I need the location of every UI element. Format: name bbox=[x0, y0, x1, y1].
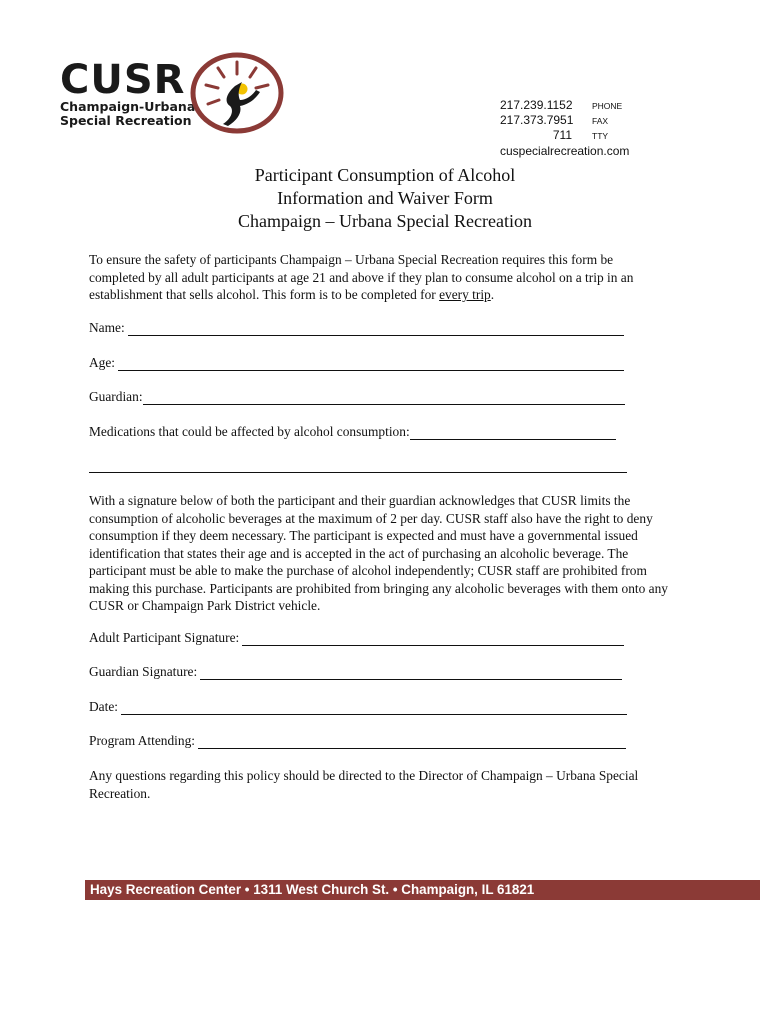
guardian-field bbox=[89, 389, 625, 405]
participant-signature-field bbox=[89, 630, 624, 646]
phone-number: 217.239.1152 bbox=[500, 98, 573, 112]
tty-label: TTY bbox=[592, 131, 609, 141]
participant-signature-input[interactable] bbox=[242, 632, 624, 646]
intro-emphasis: every trip bbox=[439, 287, 491, 302]
medications-field bbox=[89, 424, 616, 440]
contact-fax bbox=[500, 113, 629, 128]
guardian-input[interactable] bbox=[143, 391, 625, 405]
contact-tty bbox=[500, 128, 629, 143]
participant-signature-label: Adult Participant Signature: bbox=[89, 630, 240, 645]
logo-line-1: Champaign-Urbana bbox=[60, 99, 196, 114]
form-title-line-3: Champaign – Urbana Special Recreation bbox=[238, 211, 532, 231]
tty-number: 711 bbox=[552, 128, 572, 142]
intro-text: To ensure the safety of participants Champaign – Urbana Special Recreation requires this form be completed by all adult participants at age 21 and above if they plan to consume alcohol on a trip in an establishment that sells alcohol. This form is to be completed for bbox=[89, 252, 634, 302]
medications-input-line-2[interactable] bbox=[89, 459, 627, 473]
program-label: Program Attending: bbox=[89, 733, 195, 748]
guardian-signature-label: Guardian Signature: bbox=[89, 664, 198, 679]
questions-paragraph: Any questions regarding this policy should be directed to the Director of Champaign – Urbana Special Recreation. bbox=[89, 768, 639, 801]
phone-label: PHONE bbox=[592, 101, 623, 111]
name-field bbox=[89, 320, 624, 336]
medications-input[interactable] bbox=[410, 426, 616, 440]
fax-number: 217.373.7951 bbox=[500, 113, 574, 127]
guardian-signature-field bbox=[89, 664, 622, 680]
website-link[interactable]: cuspecialrecreation.com bbox=[500, 144, 630, 158]
form-title-line-2: Information and Waiver Form bbox=[277, 188, 493, 208]
age-field bbox=[89, 355, 624, 371]
name-label: Name: bbox=[89, 320, 125, 335]
contact-phone bbox=[500, 98, 629, 113]
guardian-label: Guardian: bbox=[89, 389, 143, 404]
contact-block bbox=[500, 98, 629, 158]
logo-wordmark: CUSR bbox=[60, 57, 186, 103]
medications-continued bbox=[89, 459, 627, 473]
date-field bbox=[89, 699, 627, 715]
name-input[interactable] bbox=[128, 322, 624, 336]
policy-paragraph: With a signature below of both the participant and their guardian acknowledges that CUSR limits the consumption of alcoholic beverages at the maximum of 2 per day. CUSR staff also have the right to deny consumption if they deem necessary. The participant is expected and must have a governmental issued identification that states their age and is accepted in the act of purchasing an alcoholic beverage. The participant must be able to make the purchase of alcohol independently; CUSR staff are prohibited from making this purchase. Participants are prohibited from bringing any alcoholic beverages with them onto any CUSR or Champaign Park District vehicle. bbox=[89, 493, 668, 613]
footer-address-bar: Hays Recreation Center • 1311 West Church St. • Champaign, IL 61821 bbox=[85, 880, 760, 900]
logo-line-2: Special Recreation bbox=[60, 113, 192, 128]
date-input[interactable] bbox=[121, 701, 627, 715]
medications-label: Medications that could be affected by alcohol consumption: bbox=[89, 424, 410, 439]
logo-figure-icon bbox=[190, 52, 284, 134]
intro-end: . bbox=[490, 287, 495, 302]
form-title-line-1: Participant Consumption of Alcohol bbox=[254, 165, 516, 185]
date-label: Date: bbox=[89, 699, 118, 714]
age-input[interactable] bbox=[118, 357, 624, 371]
program-field bbox=[89, 733, 626, 749]
guardian-signature-input[interactable] bbox=[200, 666, 622, 680]
age-label: Age: bbox=[89, 355, 116, 370]
cusr-logo bbox=[60, 57, 196, 128]
fax-label: FAX bbox=[592, 116, 609, 126]
intro-paragraph bbox=[89, 251, 669, 304]
program-input[interactable] bbox=[198, 735, 626, 749]
